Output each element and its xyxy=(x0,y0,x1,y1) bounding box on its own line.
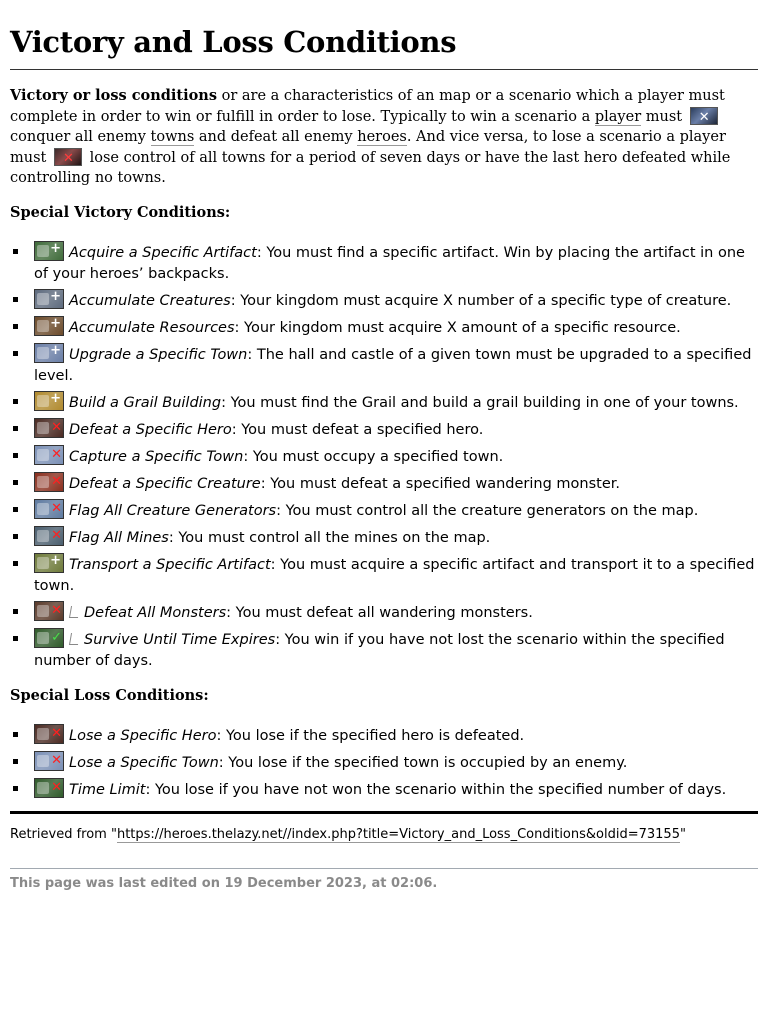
condition-item xyxy=(10,289,758,312)
loss-list xyxy=(10,724,758,801)
condition-item xyxy=(10,526,758,549)
condition-description: : You lose if the specified hero is defeated. xyxy=(216,727,525,744)
generators-icon xyxy=(34,499,64,519)
win-condition-icon xyxy=(690,107,718,125)
condition-description: : The hall and castle of a given town must be upgraded to a specified level. xyxy=(34,346,752,384)
condition-item xyxy=(10,553,758,597)
footer-divider xyxy=(10,868,758,869)
condition-name: Accumulate Resources xyxy=(69,319,235,336)
condition-item xyxy=(10,751,758,774)
condition-name: Build a Grail Building xyxy=(69,394,222,411)
condition-name: Flag All Creature Generators xyxy=(69,502,277,519)
retrieved-prefix: Retrieved from " xyxy=(10,826,117,842)
grail-icon xyxy=(34,391,64,411)
loss-heading: Special Loss Conditions: xyxy=(10,686,209,704)
condition-item xyxy=(10,418,758,441)
intro-paragraph xyxy=(10,86,758,189)
condition-name: Accumulate Creatures xyxy=(69,292,231,309)
condition-item xyxy=(10,241,758,285)
condition-description: : You must occupy a specified town. xyxy=(243,448,504,465)
intro-text-6: lose control of all towns for a period of seven days or have the last hero defeated while controlling no towns. xyxy=(10,149,731,186)
condition-name: Lose a Specific Town xyxy=(69,754,219,771)
condition-item xyxy=(10,601,758,624)
title-divider xyxy=(10,69,758,70)
last-edited: This page was last edited on 19 December 2023, at 02:06. xyxy=(10,875,438,891)
hero-icon xyxy=(34,418,64,438)
artifact-icon xyxy=(34,241,64,261)
content-divider xyxy=(10,811,758,814)
condition-description: : You lose if the specified town is occupied by an enemy. xyxy=(218,754,628,771)
condition-description: : You must defeat a specified hero. xyxy=(231,421,484,438)
creatures-icon xyxy=(34,289,64,309)
condition-item xyxy=(10,778,758,801)
intro-text-4: and defeat all enemy xyxy=(194,129,358,145)
condition-name: Defeat All Monsters xyxy=(84,604,227,621)
condition-item xyxy=(10,316,758,339)
town-upgrade-icon xyxy=(34,343,64,363)
retrieved-from xyxy=(10,826,758,844)
condition-description: : Your kingdom must acquire X amount of a specific resource. xyxy=(234,319,681,336)
condition-description: : You must acquire a specific artifact and transport it to a specified town. xyxy=(34,556,755,594)
intro-text-3: conquer all enemy xyxy=(10,129,151,145)
condition-description: : Your kingdom must acquire X number of a specific type of creature. xyxy=(230,292,732,309)
mines-icon xyxy=(34,526,64,546)
hourglass-icon xyxy=(34,628,64,648)
condition-item xyxy=(10,724,758,747)
heroes-link[interactable]: heroes xyxy=(357,129,407,145)
player-link[interactable]: player xyxy=(594,108,642,125)
transport-icon xyxy=(34,553,64,573)
condition-description: : You must control all the creature generators on the map. xyxy=(276,502,699,519)
lose-town-icon xyxy=(34,751,64,771)
retrieved-suffix: " xyxy=(679,826,686,842)
resources-icon xyxy=(34,316,64,336)
condition-description: : You lose if you have not won the scenario within the specified number of days. xyxy=(145,781,727,798)
condition-item xyxy=(10,391,758,414)
creature-icon xyxy=(34,472,64,492)
condition-name: Transport a Specific Artifact xyxy=(69,556,271,573)
permanent-link[interactable]: https://heroes.thelazy.net//index.php?title=Victory_and_Loss_Conditions&oldid=73155 xyxy=(116,826,680,842)
towns-link[interactable]: towns xyxy=(150,129,195,145)
time-limit-icon xyxy=(34,778,64,798)
intro-text-1: or are a characteristics of an map or a scenario which a player must complete in order to win or fulfill in order to lose. Typically to win a scenario a xyxy=(10,88,725,125)
condition-name: Upgrade a Specific Town xyxy=(69,346,248,363)
condition-name: Capture a Specific Town xyxy=(69,448,244,465)
condition-description: : You must defeat all wandering monsters. xyxy=(226,604,533,621)
lose-hero-icon xyxy=(34,724,64,744)
condition-item xyxy=(10,628,758,672)
page-title: Victory and Loss Conditions xyxy=(10,25,457,59)
condition-name: Acquire a Specific Artifact xyxy=(69,244,257,261)
condition-name: Survive Until Time Expires xyxy=(84,631,276,648)
condition-description: : You win if you have not lost the scenario within the specified number of days. xyxy=(34,631,725,669)
condition-name: Flag All Mines xyxy=(69,529,169,546)
intro-text-5: . And vice versa, to lose a scenario a player must xyxy=(10,129,726,166)
condition-description: : You must find a specific artifact. Win by placing the artifact in one of your heroes’ backpacks. xyxy=(34,244,745,282)
condition-description: : You must control all the mines on the map. xyxy=(168,529,491,546)
victory-list xyxy=(10,241,758,672)
condition-item xyxy=(10,343,758,387)
unavailable-glyph-icon xyxy=(69,632,80,646)
condition-item xyxy=(10,472,758,495)
intro-text-2: must xyxy=(641,108,687,125)
condition-description: : You must find the Grail and build a grail building in one of your towns. xyxy=(221,394,739,411)
victory-heading: Special Victory Conditions: xyxy=(10,203,231,221)
condition-name: Defeat a Specific Hero xyxy=(69,421,232,438)
condition-item xyxy=(10,445,758,468)
capture-town-icon xyxy=(34,445,64,465)
monsters-icon xyxy=(34,601,64,621)
condition-description: : You must defeat a specified wandering monster. xyxy=(260,475,620,492)
condition-name: Defeat a Specific Creature xyxy=(69,475,261,492)
condition-name: Time Limit xyxy=(69,781,146,798)
intro-term: Victory or loss conditions xyxy=(10,87,218,104)
condition-item xyxy=(10,499,758,522)
condition-name: Lose a Specific Hero xyxy=(69,727,217,744)
unavailable-glyph-icon xyxy=(69,605,80,619)
lose-condition-icon xyxy=(54,148,82,166)
